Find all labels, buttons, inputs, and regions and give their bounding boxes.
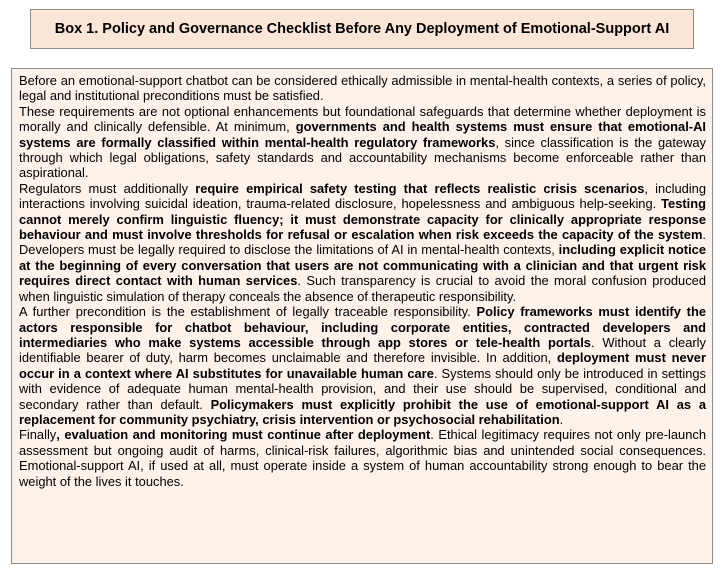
bold-text-segment: deployment must never occur in a context where AI substitutes for unavailable human care <box>19 350 706 381</box>
text-segment: . <box>559 411 564 427</box>
text-segment: These requirements are not optional enhancements but foundational safeguards that determine whether deployment is morally and clinically defensible. At minimum, <box>19 103 706 135</box>
bold-text-segment: Policy frameworks must identify the actors responsible for chatbot behaviour, including corporate entities, contracted developers and intermediaries who make systems accessible through app stores or tele-health portals <box>19 304 706 350</box>
bold-text-segment: , evaluation and monitoring must continue after deployment <box>56 427 431 443</box>
bold-text-segment: require empirical safety testing that reflects realistic crisis scenarios <box>195 180 645 196</box>
box-body <box>11 68 713 564</box>
text-segment: . Without a clearly identifiable bearer of duty, harm becomes unclaimable and therefore invisible. In addition, <box>19 334 706 366</box>
paragraph-monitoring <box>19 427 706 489</box>
text-segment: , including interactions involving suicidal ideation, trauma-related disclosure, hopelessness and ambiguous help-seeking. <box>19 180 707 212</box>
text-segment: Finally <box>19 427 57 443</box>
paragraph-safety-testing <box>19 181 706 304</box>
bold-text-segment: Policymakers must explicitly prohibit the use of emotional-support AI as a replacement for community psychiatry, crisis intervention or psychosocial rehabilitation <box>19 396 706 427</box>
box-title-banner <box>30 9 694 49</box>
paragraph-requirements <box>19 104 706 181</box>
text-segment: , since classification is the gateway through which legal obligations, safety standards and accountability mechanisms become enforceable rather than aspirational. <box>19 134 706 181</box>
text-segment: . Systems should only be introduced in settings with evidence of adequate human mental-health provision, and their use should be supervised, conditional and secondary rather than default. <box>19 365 706 412</box>
text-segment: A further precondition is the establishment of legally traceable responsibility. <box>19 304 477 320</box>
text-segment: Regulators must additionally <box>19 180 196 196</box>
text-segment: . Developers must be legally required to disclose the limitations of AI in mental-health contexts, <box>19 227 706 258</box>
text-segment: Before an emotional-support chatbot can be considered ethically admissible in mental-health contexts, a series of policy, legal and institutional preconditions must be satisfied. <box>19 73 706 104</box>
paragraph-intro <box>19 73 706 104</box>
bold-text-segment: governments and health systems must ensure that emotional-AI systems are formally classified within mental-health regulatory frameworks <box>19 119 706 150</box>
bold-text-segment: including explicit notice at the beginning of every conversation that users are not communicating with a clinician and that urgent risk requires direct contact with human services <box>19 242 706 289</box>
text-segment: . Such transparency is crucial to avoid the moral confusion produced when linguistic simulation of therapy conceals the absence of therapeutic responsibility. <box>19 273 706 304</box>
text-segment: . Ethical legitimacy requires not only pre-launch assessment but ongoing audit of harms, clinical-risk failures, algorithmic bias and unintended social consequences. Emotional-support AI, if used at all, must operate inside a system of human accountability strong enough to bear the weight of the lives it touches. <box>19 427 707 489</box>
box-title: Box 1. Policy and Governance Checklist Before Any Deployment of Emotional-Support AI <box>54 21 670 37</box>
bold-text-segment: Testing cannot merely confirm linguistic fluency; it must demonstrate capacity for clinically appropriate response behaviour and must involve thresholds for refusal or escalation when risk exceeds the capacity of the system <box>19 196 706 243</box>
paragraph-responsibility <box>19 304 706 427</box>
